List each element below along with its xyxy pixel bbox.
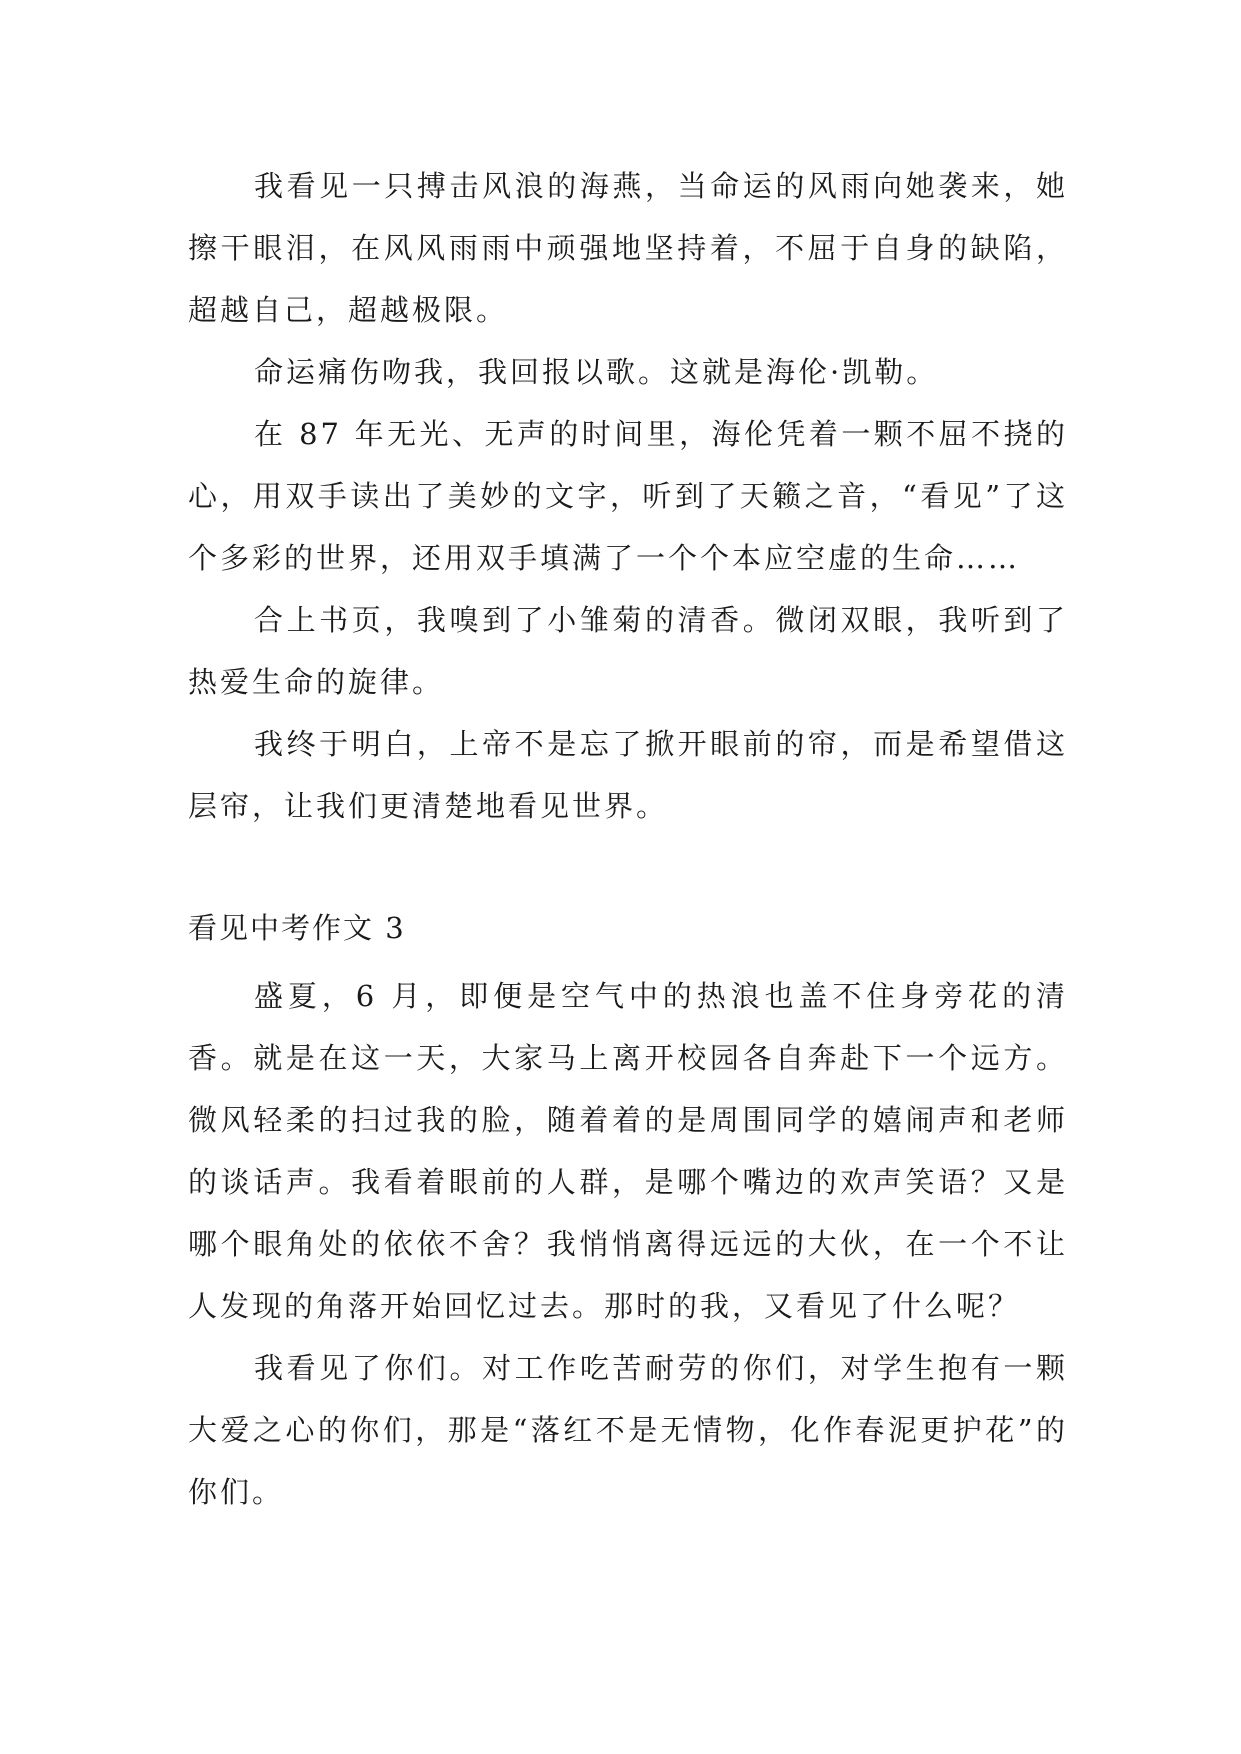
paragraph: 我终于明白，上帝不是忘了掀开眼前的帘，而是希望借这层帘，让我们更清楚地看见世界。 bbox=[188, 727, 1068, 823]
paragraph: 在 87 年无光、无声的时间里，海伦凭着一颗不屈不挠的心，用双手读出了美妙的文字，听到了天籁之音，“看见”了这个多彩的世界，还用双手填满了一个个本应空虚的生命…… bbox=[188, 417, 1068, 575]
paragraph: 盛夏，6 月，即便是空气中的热浪也盖不住身旁花的清香。就是在这一天，大家马上离开校园各自奔赴下一个远方。微风轻柔的扫过我的脸，随着着的是周围同学的嬉闹声和老师的谈话声。我看着眼前的人群，是哪个嘴边的欢声笑语？又是哪个眼角处的依依不舍？我悄悄离得远远的大伙，在一个不让人发现的角落开始回忆过去。那时的我，又看见了什么呢？ bbox=[188, 979, 1068, 1323]
essay-body-section-2 bbox=[188, 965, 1068, 1523]
essay-body-section-1 bbox=[188, 155, 1068, 837]
paragraph: 我看见了你们。对工作吃苦耐劳的你们，对学生抱有一颗大爱之心的你们，那是“落红不是无情物，化作春泥更护花”的你们。 bbox=[188, 1351, 1068, 1509]
essay-title: 看见中考作文 3 bbox=[188, 911, 406, 945]
paragraph: 我看见一只搏击风浪的海燕，当命运的风雨向她袭来，她擦干眼泪，在风风雨雨中顽强地坚持着，不屈于自身的缺陷，超越自己，超越极限。 bbox=[188, 169, 1068, 327]
paragraph: 命运痛伤吻我，我回报以歌。这就是海伦·凯勒。 bbox=[254, 355, 939, 389]
paragraph: 合上书页，我嗅到了小雏菊的清香。微闭双眼，我听到了热爱生命的旋律。 bbox=[188, 603, 1068, 699]
